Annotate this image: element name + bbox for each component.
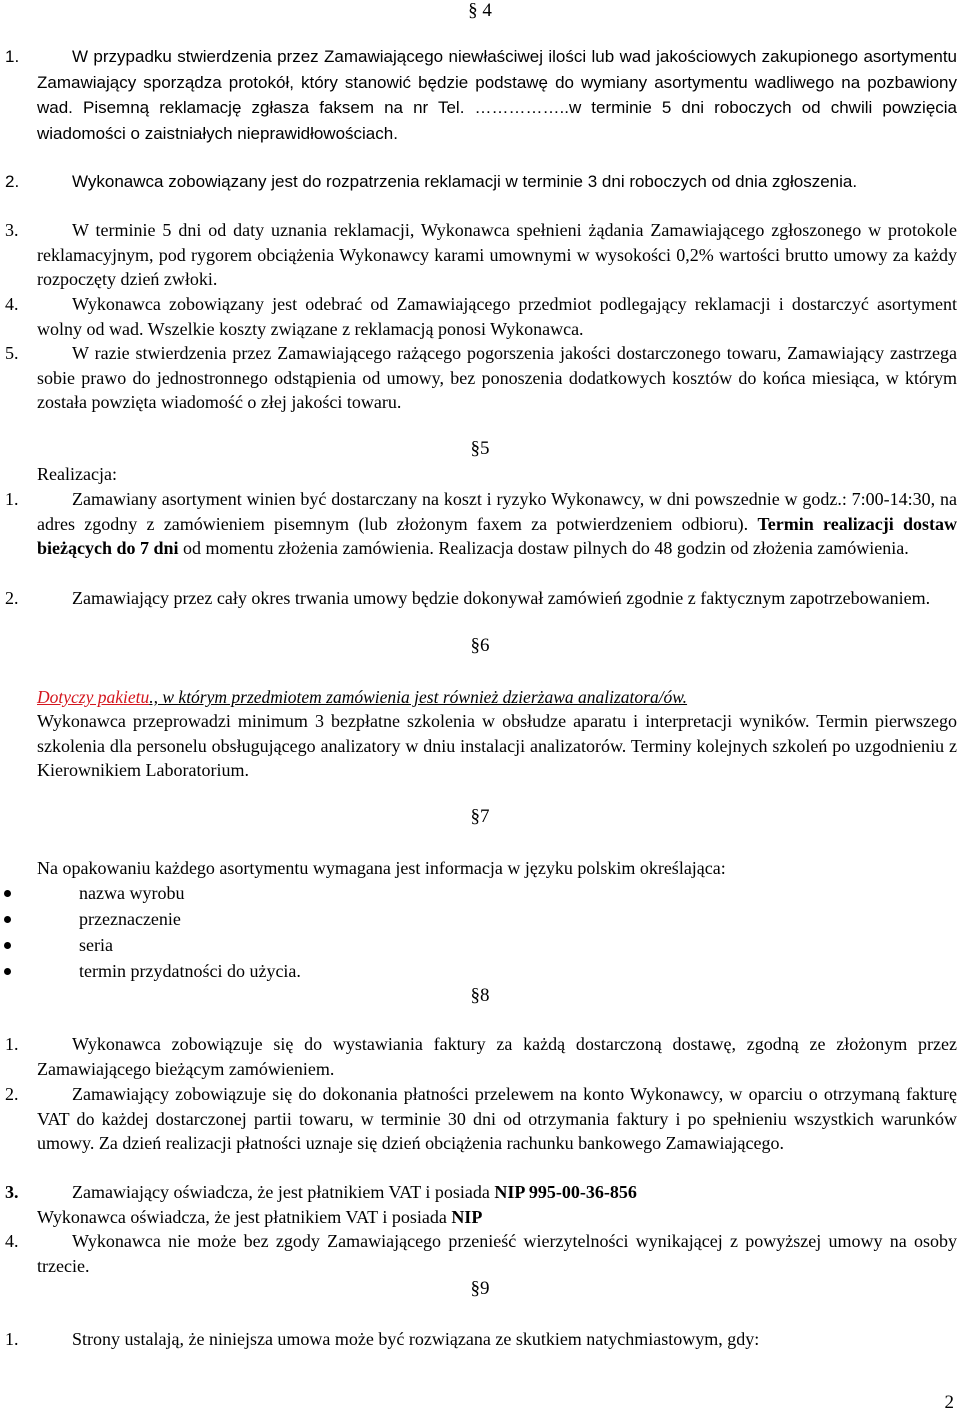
- item-number: 5.: [5, 343, 19, 363]
- item-text-a: Wykonawca oświadcza, że jest płatnikiem VAT i posiada: [37, 1207, 452, 1227]
- item-number: 3.: [5, 1182, 19, 1202]
- s6-paragraph: Wykonawca przeprowadzi minimum 3 bezpłatne szkolenia w obsłudze aparatu i interpretacji wyników. Termin pierwszego szkolenia dla personelu obsługującego analizatory w dniu instalacji analizatorów. Terminy kolejnych szkoleń po uzgodnieniu z Kierownikiem Laboratorium.: [37, 711, 957, 781]
- item-number: 1.: [5, 1329, 19, 1349]
- s8-item-3-line2: [37, 1205, 957, 1230]
- item-text: Wykonawca zobowiązany jest odebrać od Zamawiającego przedmiot podlegający reklamacji i dostarczyć asortyment wolny od wad. Wszelkie koszty związane z reklamacją ponosi Wykonawca.: [37, 294, 957, 339]
- bullet-icon: [4, 968, 11, 975]
- item-number: 2.: [5, 588, 19, 608]
- page-number: 2: [944, 1392, 954, 1413]
- item-text: Wykonawca nie może bez zgody Zamawiającego przenieść wierzytelności wynikającej z powyższej umowy na osoby trzecie.: [37, 1231, 957, 1276]
- item-text: Strony ustalają, że niniejsza umowa może być rozwiązana ze skutkiem natychmiastowym, gdy:: [72, 1329, 760, 1349]
- item-number: 1.: [5, 47, 20, 66]
- item-text: [37, 487, 957, 561]
- s7-intro: Na opakowaniu każdego asortymentu wymagana jest informacja w języku polskim określająca:: [37, 858, 726, 878]
- s5-heading: Realizacja:: [37, 464, 117, 484]
- item-text: Zamawiający przez cały okres trwania umowy będzie dokonywał zamówień zgodnie z faktycznym zapotrzebowaniem.: [72, 588, 931, 608]
- nip-bold: NIP: [451, 1207, 483, 1227]
- item-number: 2.: [5, 1084, 19, 1104]
- package-note-red: Dotyczy pakietu: [37, 687, 150, 707]
- s6-package-note: [37, 685, 957, 710]
- package-note-italic: ., w którym przedmiotem zamówienia jest również dzierżawa analizatora/ów.: [149, 687, 688, 707]
- item-text: W przypadku stwierdzenia przez Zamawiającego niewłaściwej ilości lub wad jakościowych zakupionego asortymentu Zamawiający sporządza protokół, który stanowić będzie podstawę do wymiany asortymentu wadliwego na pozbawiony wad. Pisemną reklamację zgłasza faksem na nr Tel. ……………..w terminie 5 dni roboczych od chwili powzięcia wiadomości o zaistniałych nieprawidłowościach.: [37, 47, 957, 143]
- section-heading-5: §5: [470, 438, 490, 459]
- bullet-icon: [4, 890, 11, 897]
- item-number: 1.: [5, 489, 19, 509]
- item-text: Wykonawca zobowiązuje się do wystawiania faktury za każdą dostarczoną dostawę, zgodną ze złożonym przez Zamawiającego bieżącym zamówieniem.: [37, 1034, 957, 1079]
- bullet-icon: [4, 942, 11, 949]
- item-text-a: Zamawiający oświadcza, że jest płatnikiem VAT i posiada: [72, 1182, 495, 1202]
- bullet-text: seria: [79, 935, 113, 955]
- item-text: Wykonawca zobowiązany jest do rozpatrzenia reklamacji w terminie 3 dni roboczych od dnia zgłoszenia.: [72, 172, 858, 191]
- item-text-b: od momentu złożenia zamówienia. Realizacja dostaw pilnych do 48 godzin od złożenia zamówienia.: [178, 538, 909, 559]
- section-heading-4: § 4: [468, 0, 492, 21]
- item-number: 2.: [5, 172, 20, 191]
- section-heading-7: §7: [470, 806, 490, 827]
- item-text: W razie stwierdzenia przez Zamawiającego rażącego pogorszenia jakości dostarczonego towaru, Zamawiający zastrzega sobie prawo do jednostronnego odstąpienia od umowy, bez ponoszenia dodatkowych kosztów do końca miesiąca, w którym została powzięta wiadomość o złej jakości towaru.: [37, 343, 957, 413]
- section-heading-9: §9: [470, 1278, 490, 1299]
- item-text: W terminie 5 dni od daty uznania reklamacji, Wykonawca spełnieni żądania Zamawiającego zgłoszonego w protokole reklamacyjnym, pod rygorem obciążenia Wykonawcy karami umownymi w wysokości 0,2% wartości brutto umowy za każdy rozpoczęty dzień zwłoki.: [37, 220, 957, 290]
- item-text: Zamawiający zobowiązuje się do dokonania płatności przelewem na konto Wykonawcy, w oparciu o otrzymaną fakturę VAT do każdej dostarczonej partii towaru, w terminie 30 dni od otrzymania faktury i po spełnieniu wszystkich warunków umowy. Za dzień realizacji płatności uznaje się dzień obciążenia rachunku bankowego Zamawiającego.: [37, 1084, 957, 1154]
- bullet-text: przeznaczenie: [79, 909, 181, 929]
- item-number: 4.: [5, 294, 19, 314]
- bullet-text: termin przydatności do użycia.: [79, 961, 301, 981]
- section-heading-8: §8: [470, 985, 490, 1006]
- item-number: 4.: [5, 1231, 19, 1251]
- item-number: 3.: [5, 220, 19, 240]
- section-heading-6: §6: [470, 635, 490, 656]
- item-text-a: Zamawiany asortyment winien być dostarczany na koszt i ryzyko Wykonawcy, w dni powszednie w godz.: 7:00-14:30, na adres zgodny z zamówieniem pisemnym (lub złożonym faxem za potwierdzeniem odbioru).: [37, 489, 957, 534]
- item-number: 1.: [5, 1034, 19, 1054]
- bullet-text: nazwa wyrobu: [79, 883, 185, 903]
- bullet-icon: [4, 916, 11, 923]
- nip-bold: NIP 995-00-36-856: [494, 1182, 637, 1202]
- delivery-term-bold: Termin realizacji dostaw bieżących do 7 dni: [37, 513, 957, 559]
- item-text: [37, 1180, 957, 1205]
